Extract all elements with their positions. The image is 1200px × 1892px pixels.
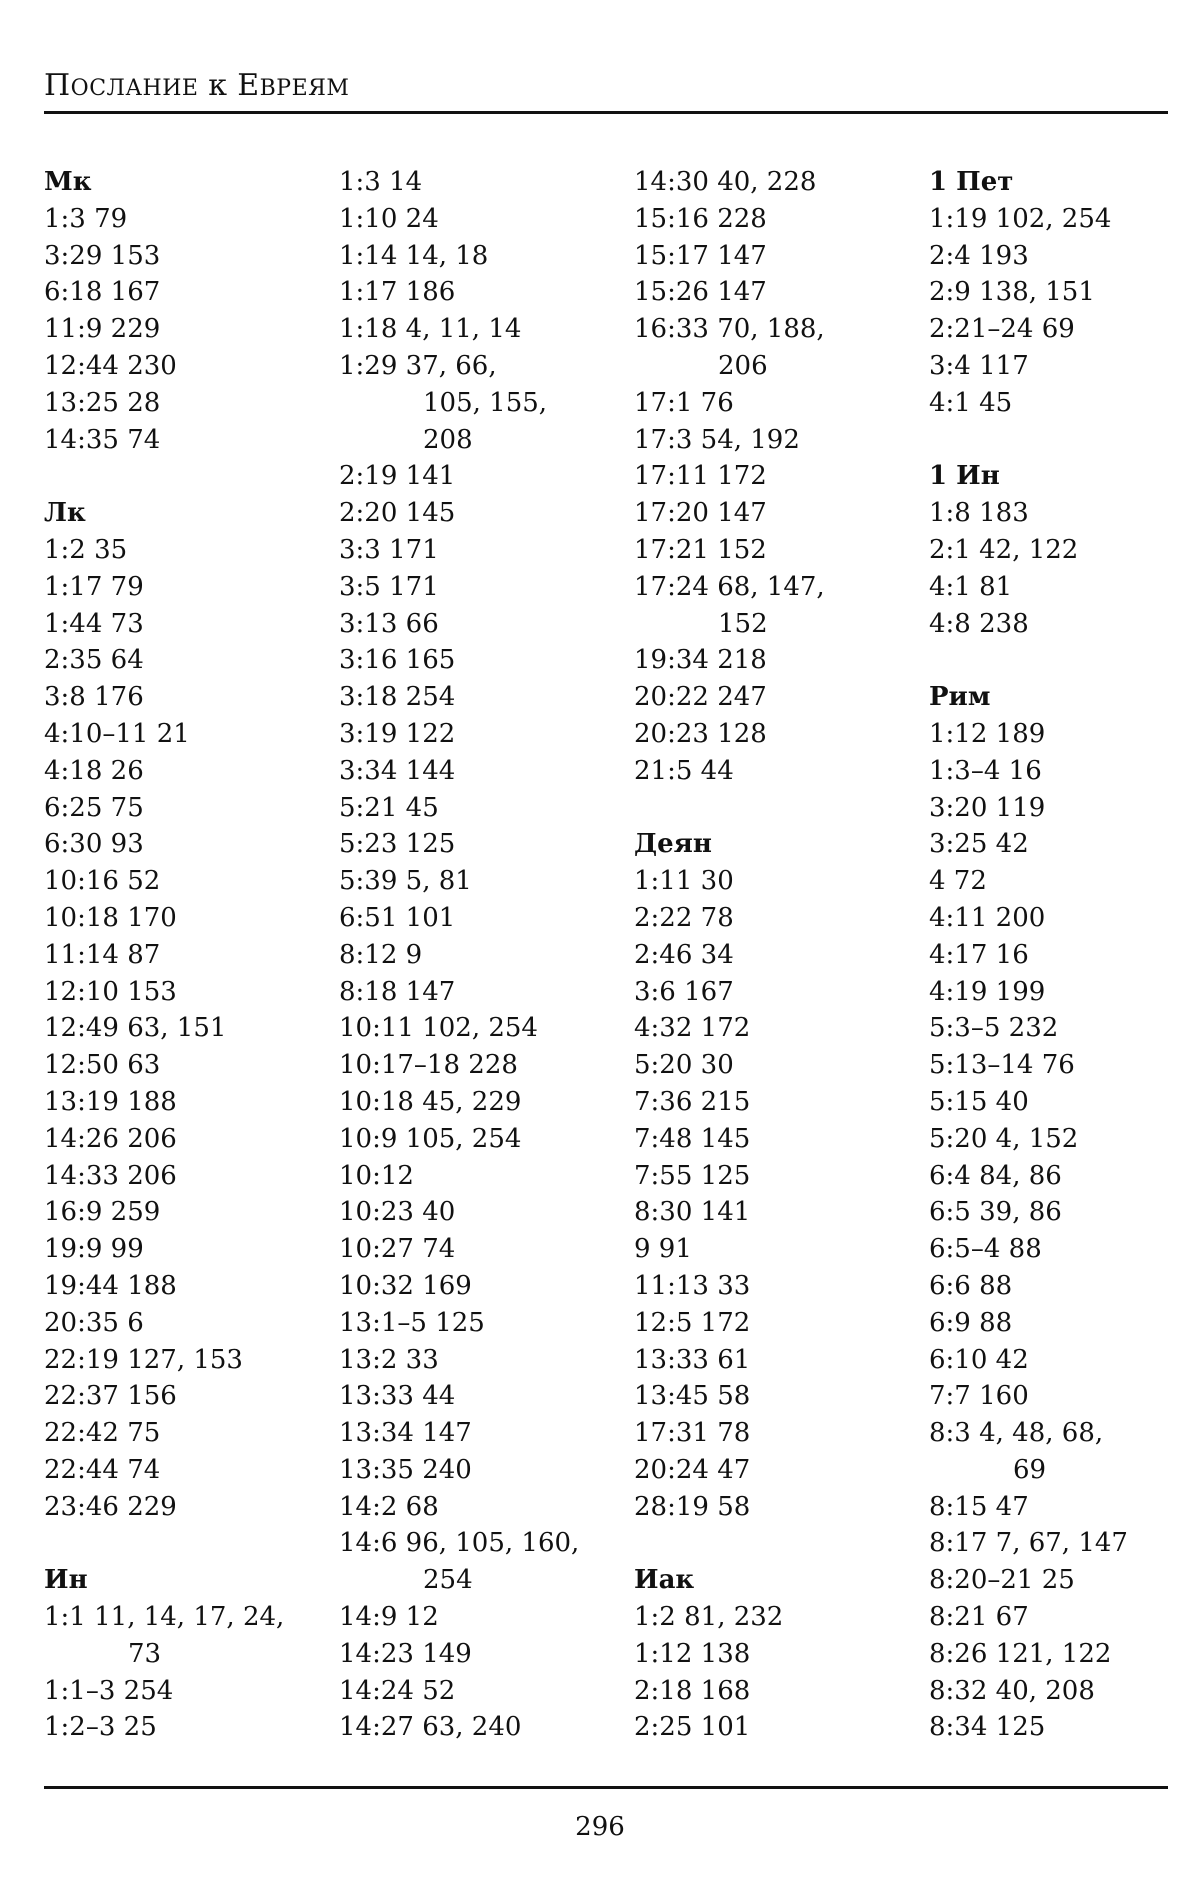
index-entry: 15:16 228 — [634, 203, 767, 234]
index-entry: 12:44 230 — [44, 350, 177, 381]
index-entry: 5:3–5 232 — [929, 1013, 1059, 1044]
index-entry: 11:9 229 — [44, 314, 161, 345]
index-entry: 2:35 64 — [44, 645, 144, 676]
index-columns — [44, 164, 1168, 1764]
index-entry: 20:35 6 — [44, 1307, 144, 1338]
index-entry: 14:33 206 — [44, 1160, 177, 1191]
index-entry: 2:9 138, 151 — [929, 277, 1095, 308]
index-entry: 8:15 47 — [929, 1491, 1029, 1522]
index-entry: 22:19 127, 153 — [44, 1344, 243, 1375]
index-entry: 3:5 171 — [339, 571, 439, 602]
index-entry: 10:18 45, 229 — [339, 1086, 522, 1117]
index-entry: 14:23 149 — [339, 1638, 472, 1669]
index-entry: 4:1 45 — [929, 387, 1013, 418]
index-entry: 3:6 167 — [634, 976, 734, 1007]
index-entry: 8:18 147 — [339, 976, 456, 1007]
index-entry: 20:24 47 — [634, 1454, 751, 1485]
index-entry: 15:17 147 — [634, 240, 767, 271]
index-entry: 17:11 172 — [634, 461, 767, 492]
index-entry: 6:25 75 — [44, 792, 144, 823]
index-entry: 2:46 34 — [634, 939, 734, 970]
index-entry: 10:12 — [339, 1160, 414, 1191]
index-entry: 14:30 40, 228 — [634, 167, 817, 197]
index-entry: 17:1 76 — [634, 387, 734, 418]
index-entry: 1:44 73 — [44, 608, 144, 639]
spacer — [634, 1525, 924, 1562]
index-entry: 13:35 240 — [339, 1454, 472, 1485]
book-heading: Ин — [44, 1565, 88, 1596]
index-entry: 11:14 87 — [44, 939, 161, 970]
index-entry: 14:2 68 — [339, 1491, 439, 1522]
index-entry: 14:27 63, 240 — [339, 1712, 522, 1743]
book-heading: Рим — [929, 682, 991, 713]
index-entry: 1:17 79 — [44, 571, 144, 602]
index-entry: 4:19 199 — [929, 976, 1046, 1007]
index-column-4 — [929, 164, 1200, 1746]
index-entry: 2:18 168 — [634, 1675, 751, 1706]
index-entry: 1:19 102, 254 — [929, 203, 1112, 234]
index-entry: 4:18 26 — [44, 755, 144, 786]
spacer — [929, 642, 1200, 679]
index-entry: 6:10 42 — [929, 1344, 1029, 1375]
index-entry: 14:35 74 — [44, 424, 161, 455]
index-entry: 1:12 138 — [634, 1638, 751, 1669]
index-entry: 8:30 141 — [634, 1197, 751, 1228]
index-entry: 5:20 30 — [634, 1050, 734, 1081]
index-entry: 13:45 58 — [634, 1381, 751, 1412]
index-entry: 10:17–18 228 — [339, 1050, 518, 1081]
index-entry: 1:1–3 254 — [44, 1675, 174, 1706]
index-entry: 1:11 30 — [634, 866, 734, 897]
index-entry-continuation: 69 — [1013, 1454, 1047, 1485]
index-entry: 8:17 7, 67, 147 — [929, 1528, 1128, 1559]
index-entry: 1:1 11, 14, 17, 24, — [44, 1602, 285, 1633]
index-entry: 15:26 147 — [634, 277, 767, 308]
index-entry: 22:42 75 — [44, 1418, 161, 1449]
index-entry: 22:44 74 — [44, 1454, 161, 1485]
index-entry: 1:8 183 — [929, 498, 1029, 529]
spacer — [634, 790, 924, 827]
index-entry: 4:17 16 — [929, 939, 1029, 970]
running-header — [44, 68, 349, 103]
index-entry: 20:23 128 — [634, 718, 767, 749]
page-number: 296 — [575, 1812, 625, 1842]
index-entry: 13:33 44 — [339, 1381, 456, 1412]
index-entry: 1:2 35 — [44, 534, 128, 565]
index-entry: 13:1–5 125 — [339, 1307, 485, 1338]
index-entry: 3:3 171 — [339, 534, 439, 565]
index-entry: 13:34 147 — [339, 1418, 472, 1449]
index-entry: 13:25 28 — [44, 387, 161, 418]
index-entry: 8:20–21 25 — [929, 1565, 1075, 1596]
index-entry: 6:18 167 — [44, 277, 161, 308]
index-entry: 17:3 54, 192 — [634, 424, 800, 455]
index-entry-continuation: 254 — [423, 1565, 473, 1596]
index-entry: 5:21 45 — [339, 792, 439, 823]
index-entry: 10:18 170 — [44, 902, 177, 933]
index-entry: 19:9 99 — [44, 1234, 144, 1265]
index-entry: 1:3 79 — [44, 203, 128, 234]
index-entry: 5:39 5, 81 — [339, 866, 472, 897]
header-rule — [44, 111, 1168, 114]
index-entry: 3:29 153 — [44, 240, 161, 271]
index-entry: 17:31 78 — [634, 1418, 751, 1449]
index-entry: 6:6 88 — [929, 1270, 1013, 1301]
index-entry: 2:19 141 — [339, 461, 456, 492]
index-entry: 3:34 144 — [339, 755, 456, 786]
index-column-1 — [44, 164, 334, 1746]
index-entry: 2:4 193 — [929, 240, 1029, 271]
index-entry: 4 72 — [929, 866, 987, 897]
spacer — [44, 458, 334, 495]
index-entry: 8:3 4, 48, 68, — [929, 1418, 1104, 1449]
index-entry: 3:8 176 — [44, 682, 144, 713]
index-entry: 1:18 4, 11, 14 — [339, 314, 522, 345]
index-entry: 13:33 61 — [634, 1344, 751, 1375]
index-entry-continuation: 73 — [128, 1638, 162, 1669]
index-entry: 10:32 169 — [339, 1270, 472, 1301]
index-entry: 4:11 200 — [929, 902, 1046, 933]
index-entry: 5:20 4, 152 — [929, 1123, 1079, 1154]
index-entry: 6:5–4 88 — [929, 1234, 1042, 1265]
book-heading: Лк — [44, 498, 86, 529]
index-entry: 20:22 247 — [634, 682, 767, 713]
index-entry: 12:49 63, 151 — [44, 1013, 227, 1044]
index-entry-continuation: 208 — [423, 424, 473, 455]
index-entry: 4:1 81 — [929, 571, 1013, 602]
index-entry: 17:20 147 — [634, 498, 767, 529]
index-entry: 4:32 172 — [634, 1013, 751, 1044]
index-entry: 9 91 — [634, 1234, 692, 1265]
index-entry: 22:37 156 — [44, 1381, 177, 1412]
index-entry: 3:19 122 — [339, 718, 456, 749]
index-entry: 10:16 52 — [44, 866, 161, 897]
index-entry: 16:33 70, 188, — [634, 314, 825, 345]
index-entry: 12:50 63 — [44, 1050, 161, 1081]
index-entry: 10:9 105, 254 — [339, 1123, 522, 1154]
index-entry-continuation: 105, 155, — [423, 387, 548, 418]
index-entry: 3:18 254 — [339, 682, 456, 713]
index-entry: 1:10 24 — [339, 203, 439, 234]
index-entry: 28:19 58 — [634, 1491, 751, 1522]
index-entry: 3:20 119 — [929, 792, 1046, 823]
index-entry: 6:4 84, 86 — [929, 1160, 1062, 1191]
index-entry: 1:2–3 25 — [44, 1712, 157, 1743]
index-entry: 14:6 96, 105, 160, — [339, 1528, 580, 1559]
index-entry: 4:8 238 — [929, 608, 1029, 639]
index-entry: 8:32 40, 208 — [929, 1675, 1095, 1706]
index-entry: 1:17 186 — [339, 277, 456, 308]
index-entry: 11:13 33 — [634, 1270, 751, 1301]
index-entry: 19:34 218 — [634, 645, 767, 676]
index-entry: 4:10–11 21 — [44, 718, 190, 749]
index-entry: 16:9 259 — [44, 1197, 161, 1228]
index-entry: 14:24 52 — [339, 1675, 456, 1706]
index-entry: 2:25 101 — [634, 1712, 751, 1743]
index-column-3 — [634, 164, 924, 1746]
index-entry: 17:21 152 — [634, 534, 767, 565]
book-heading: Мк — [44, 167, 92, 197]
index-entry: 10:23 40 — [339, 1197, 456, 1228]
index-entry: 10:11 102, 254 — [339, 1013, 538, 1044]
index-entry: 13:2 33 — [339, 1344, 439, 1375]
index-entry: 1:12 189 — [929, 718, 1046, 749]
index-entry: 2:1 42, 122 — [929, 534, 1079, 565]
index-entry: 2:22 78 — [634, 902, 734, 933]
running-header-title: ПОСЛАНИЕ к ЕВРЕЯМ — [44, 68, 350, 103]
index-entry: 21:5 44 — [634, 755, 734, 786]
index-entry: 1:3–4 16 — [929, 755, 1042, 786]
index-entry: 12:5 172 — [634, 1307, 751, 1338]
index-entry: 1:3 14 — [339, 167, 423, 197]
index-entry: 12:10 153 — [44, 976, 177, 1007]
index-entry-continuation: 152 — [718, 608, 768, 639]
index-entry: 3:4 117 — [929, 350, 1029, 381]
index-column-2 — [339, 164, 629, 1746]
index-entry: 2:21–24 69 — [929, 314, 1075, 345]
index-entry: 7:48 145 — [634, 1123, 751, 1154]
index-entry: 5:13–14 76 — [929, 1050, 1075, 1081]
footer-rule — [44, 1786, 1168, 1789]
index-entry-continuation: 206 — [718, 350, 768, 381]
index-entry: 1:2 81, 232 — [634, 1602, 784, 1633]
index-entry: 2:20 145 — [339, 498, 456, 529]
index-entry: 1:29 37, 66, — [339, 350, 497, 381]
index-entry: 5:23 125 — [339, 829, 456, 860]
index-entry: 14:9 12 — [339, 1602, 439, 1633]
index-entry: 8:12 9 — [339, 939, 423, 970]
index-entry: 6:5 39, 86 — [929, 1197, 1062, 1228]
index-entry: 5:15 40 — [929, 1086, 1029, 1117]
index-entry: 3:16 165 — [339, 645, 456, 676]
book-heading: Иак — [634, 1565, 695, 1596]
index-entry: 7:55 125 — [634, 1160, 751, 1191]
index-entry: 1:14 14, 18 — [339, 240, 489, 271]
index-entry: 8:21 67 — [929, 1602, 1029, 1633]
index-entry: 7:7 160 — [929, 1381, 1029, 1412]
index-entry: 10:27 74 — [339, 1234, 456, 1265]
index-entry: 14:26 206 — [44, 1123, 177, 1154]
index-entry: 8:26 121, 122 — [929, 1638, 1112, 1669]
index-entry: 17:24 68, 147, — [634, 571, 825, 602]
index-entry: 13:19 188 — [44, 1086, 177, 1117]
index-entry: 3:25 42 — [929, 829, 1029, 860]
index-entry: 23:46 229 — [44, 1491, 177, 1522]
index-entry: 6:51 101 — [339, 902, 456, 933]
index-entry: 19:44 188 — [44, 1270, 177, 1301]
book-heading: Деян — [634, 829, 712, 860]
spacer — [44, 1525, 334, 1562]
book-heading: 1 Ин — [929, 461, 1000, 492]
spacer — [929, 422, 1200, 459]
index-entry: 6:30 93 — [44, 829, 144, 860]
index-entry: 6:9 88 — [929, 1307, 1013, 1338]
index-entry: 7:36 215 — [634, 1086, 751, 1117]
book-heading: 1 Пет — [929, 167, 1014, 197]
index-entry: 3:13 66 — [339, 608, 439, 639]
index-entry: 8:34 125 — [929, 1712, 1046, 1743]
